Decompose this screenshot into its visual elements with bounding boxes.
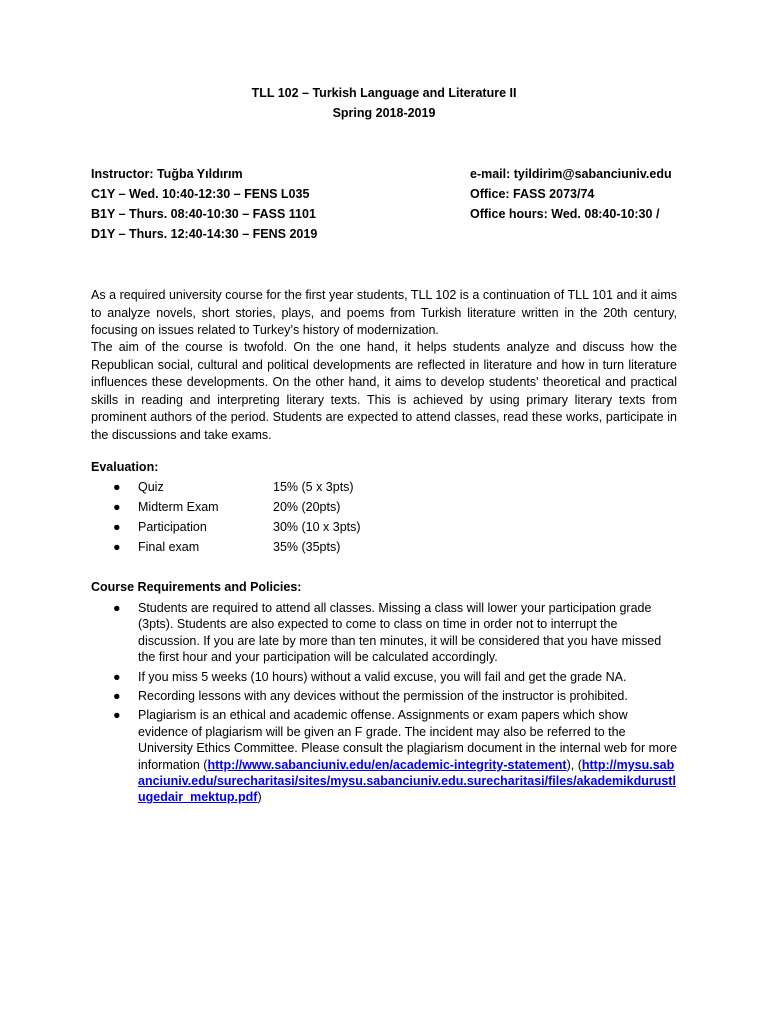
contact-info bbox=[470, 164, 672, 224]
section-c1y: C1Y – Wed. 10:40-12:30 – FENS L035 bbox=[91, 187, 310, 201]
bullet-icon: ● bbox=[113, 669, 121, 684]
requirements-list bbox=[91, 600, 681, 809]
bullet-icon: ● bbox=[113, 520, 121, 534]
instructor-name: Instructor: Tuğba Yıldırım bbox=[91, 167, 243, 181]
evaluation-weight: 15% (5 x 3pts) bbox=[273, 480, 354, 494]
course-title: TLL 102 – Turkish Language and Literature II bbox=[251, 86, 517, 100]
description-paragraph-2: The aim of the course is twofold. On the one hand, it helps students analyze and discuss how the Republican social, cultural and political developments are reflected in literature and how in turn literature influences these developments. On the other hand, it aims to develop students' theoretical and practical skills in reading and interpreting literary texts. This is achieved by using primary literary texts from prominent authors of the period. Students are expected to attend classes, read these works, participate in the discussions and take exams. bbox=[91, 340, 677, 442]
bullet-icon: ● bbox=[113, 480, 121, 494]
instructor-office: Office: FASS 2073/74 bbox=[470, 187, 595, 201]
requirement-text: Recording lessons with any devices without the permission of the instructor is prohibited. bbox=[138, 689, 628, 704]
requirement-plagiarism bbox=[91, 707, 681, 805]
requirement-text: If you miss 5 weeks (10 hours) without a valid excuse, you will fail and get the grade NA. bbox=[138, 669, 627, 684]
bullet-icon: ● bbox=[113, 601, 121, 615]
evaluation-weight: 30% (10 x 3pts) bbox=[273, 520, 361, 534]
bullet-icon: ● bbox=[113, 540, 121, 554]
requirement-text: Students are required to attend all classes. Missing a class will lower your participation grade (3pts). Students are also expected to come to class on time in order not to interrupt the discussion. If you are late by more than ten minutes, it will be considered that you have missed the first hour and your participation will be calculated accordingly. bbox=[138, 601, 662, 665]
requirement-text-separator: ), ( bbox=[566, 757, 582, 772]
evaluation-label: Participation bbox=[138, 520, 207, 534]
requirements-heading: Course Requirements and Policies: bbox=[91, 580, 302, 594]
bullet-icon: ● bbox=[113, 708, 121, 723]
plagiarism-document-link[interactable]: http://mysu.sabanciuniv.edu/surecharitasi/sites/mysu.sabanciuniv.edu.surecharitasi/files/akademikdurustlugedair_mektup.pdf bbox=[138, 757, 676, 805]
section-d1y: D1Y – Thurs. 12:40-14:30 – FENS 2019 bbox=[91, 227, 318, 241]
bullet-icon: ● bbox=[113, 500, 121, 514]
evaluation-label: Midterm Exam bbox=[138, 500, 219, 514]
description-paragraph-1: As a required university course for the first year students, TLL 102 is a continuation of TLL 101 and it aims to analyze novels, short stories, plays, and poems from Turkish literature written in the 20th century, focusing on issues related to Turkey’s history of modernization. bbox=[91, 288, 677, 338]
evaluation-weight: 35% (35pts) bbox=[273, 540, 341, 554]
instructor-email: e-mail: tyildirim@sabanciuniv.edu bbox=[470, 167, 672, 181]
course-term: Spring 2018-2019 bbox=[332, 106, 436, 120]
evaluation-weight: 20% (20pts) bbox=[273, 500, 341, 514]
evaluation-label: Final exam bbox=[138, 540, 200, 554]
academic-integrity-link[interactable]: http://www.sabanciuniv.edu/en/academic-integrity-statement bbox=[207, 757, 567, 772]
section-b1y: B1Y – Thurs. 08:40-10:30 – FASS 1101 bbox=[91, 207, 316, 221]
bullet-icon: ● bbox=[113, 689, 121, 704]
office-hours: Office hours: Wed. 08:40-10:30 / bbox=[470, 207, 660, 221]
evaluation-heading: Evaluation: bbox=[91, 460, 159, 474]
requirement-text: Plagiarism is an ethical and academic offense. Assignments or exam papers which show evidence of plagiarism will be given an F grade. The incident may also be referred to the University Ethics Committee. Please consult the plagiarism document in the internal web for more information ( bbox=[138, 708, 678, 772]
instructor-info bbox=[91, 164, 317, 244]
requirement-attendance bbox=[91, 600, 681, 666]
requirement-absence bbox=[91, 669, 681, 685]
evaluation-label: Quiz bbox=[138, 480, 164, 494]
requirement-recording bbox=[91, 688, 681, 704]
requirement-text-end: ) bbox=[257, 790, 262, 805]
